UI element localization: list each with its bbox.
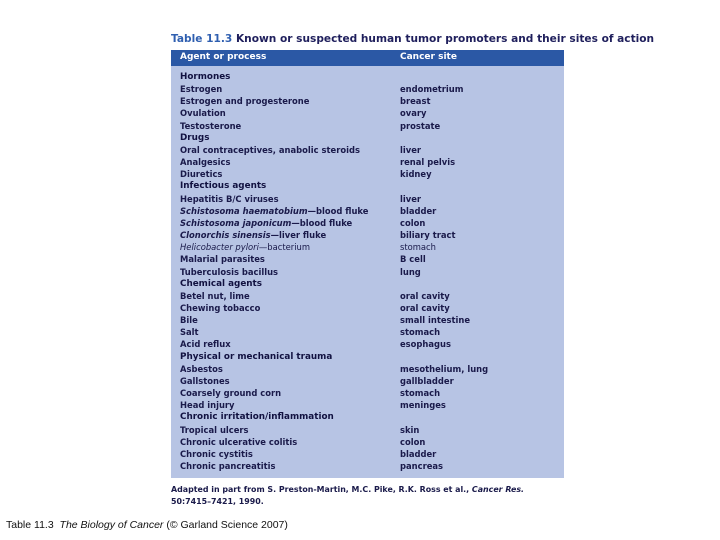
caption-book-title: The Biology of Cancer [59,519,164,531]
caption-copyright: (© Garland Science 2007) [166,519,288,531]
table-row [171,375,564,387]
table-row [171,144,564,156]
table-title-text: Known or suspected human tumor promoters and their sites of action [235,33,655,45]
table-row [171,326,564,338]
category-label: Chemical agents [180,278,262,289]
table-row [171,120,564,132]
agent-species-name: Clonorchis sinensis [180,230,271,241]
agent-cell [180,241,310,253]
agent-description: —liver fluke [270,230,327,241]
site-cell: stomach [400,242,436,253]
agent-cell: Oral contraceptives, anabolic steroids [180,144,360,155]
agent-cell: Betel nut, lime [180,290,250,301]
category-label: Chronic irritation/inflammation [180,412,334,423]
site-cell: mesothelium, lung [400,363,489,374]
table-row [171,168,564,180]
agent-cell: Tuberculosis bacillus [180,266,279,277]
category-label: Drugs [180,132,210,143]
table-row [171,95,564,107]
site-cell: pancreas [400,461,444,471]
table-row [171,387,564,399]
table-row [171,436,564,448]
agent-cell [180,229,326,241]
table-row [171,399,564,411]
table-row [171,83,564,95]
agent-cell: Chronic ulcerative colitis [180,436,298,447]
agent-cell: Coarsely ground corn [180,388,282,399]
table-footnote [171,484,571,507]
agent-species-name: Schistosoma haematobium [180,205,308,216]
category-label: Physical or mechanical trauma [180,351,333,362]
caption-table-number: Table 11.3 [6,519,54,531]
agent-cell: Hepatitis B/C viruses [180,193,279,204]
site-cell: bladder [400,205,437,216]
table-row [171,253,564,265]
site-cell: renal pelvis [400,157,456,168]
table-row [171,217,564,229]
table-row [171,314,564,326]
agent-cell: Estrogen [180,84,223,95]
table-row [171,460,564,472]
category-row [171,411,564,423]
category-row [171,351,564,363]
category-row [171,180,564,192]
agent-cell: Ovulation [180,108,226,119]
table-row [171,205,564,217]
table-header [171,50,564,66]
agent-cell: Testosterone [180,120,242,131]
site-cell: oral cavity [400,302,450,313]
category-row [171,278,564,290]
site-cell: oral cavity [400,290,450,301]
table-row [171,338,564,350]
agent-description: —blood fluke [291,217,353,228]
agent-cell [180,217,352,229]
table-body [171,71,564,472]
agent-species-name: Helicobacter pylori [180,242,259,253]
agent-cell: Acid reflux [180,339,231,350]
table-row [171,363,564,375]
agent-cell: Chronic pancreatitis [180,461,276,471]
agent-cell: Chronic cystitis [180,448,253,459]
table-number: Table 11.3 [171,33,233,45]
site-cell: colon [400,436,426,447]
column-header-agent: Agent or process [180,52,267,62]
site-cell: B cell [400,254,426,265]
site-cell: gallbladder [400,375,454,386]
agent-cell: Head injury [180,400,235,411]
site-cell: lung [400,266,421,277]
site-cell: breast [400,96,431,107]
footnote-suffix: 50:7415–7421, 1990. [171,496,264,506]
site-cell: meninges [400,400,446,411]
table-row [171,302,564,314]
category-row [171,71,564,83]
table-row [171,156,564,168]
site-cell: biliary tract [400,230,456,241]
tumor-promoters-table [171,50,564,478]
category-label: Hormones [180,72,231,82]
table-row [171,266,564,278]
category-label: Infectious agents [180,181,267,192]
column-header-site: Cancer site [400,52,457,62]
agent-cell: Bile [180,315,198,326]
site-cell: endometrium [400,84,464,95]
table-row [171,424,564,436]
agent-cell: Diuretics [180,169,223,180]
agent-cell: Asbestos [180,363,223,374]
site-cell: stomach [400,388,441,399]
category-row [171,132,564,144]
site-cell: small intestine [400,315,471,326]
site-cell: liver [400,193,422,204]
agent-species-name: Schistosoma japonicum [180,217,292,228]
site-cell: skin [400,424,420,435]
site-cell: bladder [400,448,437,459]
agent-description: —blood fluke [307,205,369,216]
table-row [171,107,564,119]
table-row [171,290,564,302]
site-cell: ovary [400,108,427,119]
footnote-journal: Cancer Res. [471,485,525,494]
agent-cell [180,205,368,217]
slide-caption [6,519,288,531]
site-cell: esophagus [400,339,451,350]
site-cell: prostate [400,120,441,131]
agent-cell: Chewing tobacco [180,302,261,313]
site-cell: kidney [400,169,432,180]
site-cell: liver [400,144,422,155]
agent-cell: Gallstones [180,375,230,386]
agent-description: —bacterium [258,242,311,253]
site-cell: stomach [400,327,441,338]
table-row [171,448,564,460]
footnote-prefix: Adapted in part from S. Preston-Martin, M.C. Pike, R.K. Ross et al., [171,485,472,494]
agent-cell: Malarial parasites [180,254,265,265]
agent-cell: Estrogen and progesterone [180,96,310,107]
agent-cell: Tropical ulcers [180,424,249,435]
table-title [171,33,655,45]
table-row [171,193,564,205]
table-row [171,229,564,241]
agent-cell: Analgesics [180,157,231,168]
agent-cell: Salt [180,327,199,338]
site-cell: colon [400,217,426,228]
table-row [171,241,564,253]
